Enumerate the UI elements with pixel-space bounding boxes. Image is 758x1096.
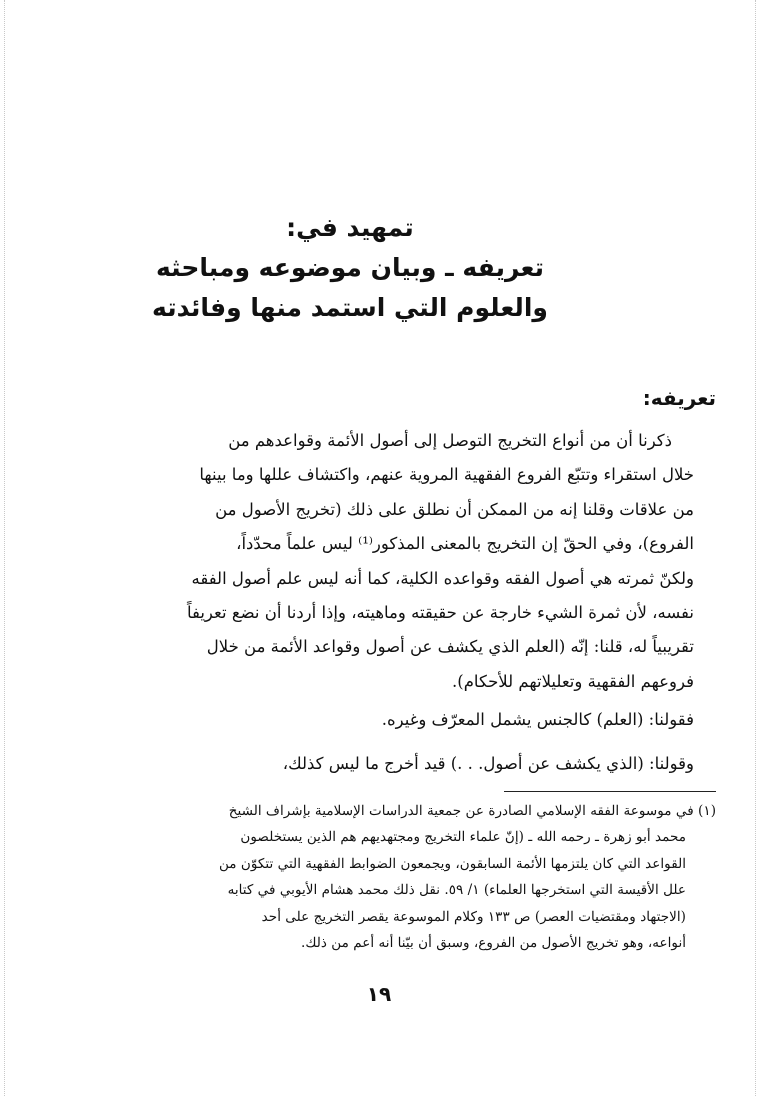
footnote [120,798,716,956]
body-line: نفسه، لأن ثمرة الشيء خارجة عن حقيقته وماهيته، وإذا أردنا أن نضع تعريفاً [186,603,694,623]
body-line: تقريبياً له، قلنا: إنّه (العلم الذي يكشف عن أصول وقواعد الأئمة من خلال [206,637,694,657]
body-paragraph [124,424,716,699]
body-line: من علاقات وقلنا إنه من الممكن أن نطلق على ذلك (تخريج الأصول من [215,499,694,519]
body-line: ولكنّ ثمرته هي أصول الفقه وقواعده الكلية، كما أنه ليس علم أصول الفقه [191,568,694,588]
footnote-line: القواعد التي كان يلتزمها الأئمة السابقون، ويجمعون الضوابط الفقهية التي تتكوّن من [218,855,686,872]
chapter-heading [140,208,560,328]
footnote-line: علل الأقيسة التي استخرجها العلماء) ١/ ٥٩. نقل ذلك محمد هشام الأيوبي في كتابه [227,882,686,899]
scan-edge-left [4,0,5,1096]
heading-line-3: والعلوم التي استمد منها وفائدته [152,293,548,322]
section-title: تعريفه: [642,386,716,410]
footnote-line: محمد أبو زهرة ـ رحمه الله ـ (إنّ علماء التخريج ومجتهديهم هم الذين يستخلصون [240,829,686,846]
footnote-line: أنواعه، وهو تخريج الأصول من الفروع، وسبق أن بيّنا أنه أعم من ذلك. [301,935,686,952]
body-line: الفروع)، وفي الحقّ إن التخريج بالمعنى المذكور⁽¹⁾ ليس علماً محدّداً، [236,534,694,554]
footnote-line: (١) في موسوعة الفقه الإسلامي الصادرة عن جمعية الدراسات الإسلامية بإشراف الشيخ [228,803,716,819]
page-number: ١٩ [366,982,392,1006]
body-line: ذكرنا أن من أنواع التخريج التوصل إلى أصول الأئمة وقواعدهم من [228,431,672,450]
heading-line-2: تعريفه ـ وبيان موضوعه ومباحثه [155,253,545,282]
heading-line-1: تمهيد في: [286,213,414,242]
body-line: خلال استقراء وتتبّع الفروع الفقهية المروية عنهم، واكتشاف عللها وما بينها [199,465,694,485]
scan-edge-right [755,0,756,1096]
footnote-line: (الاجتهاد ومقتضيات العصر) ص ١٣٣ وكلام الموسوعة يقصر التخريج على أحد [261,908,686,925]
paragraph-definition-genus: فقولنا: (العلم) كالجنس يشمل المعرّف وغيره. [381,710,694,729]
body-line: فروعهم الفقهية وتعليلاتهم للأحكام). [452,671,694,691]
paragraph-definition-restriction: وقولنا: (الذي يكشف عن أصول. . .) قيد أخرج ما ليس كذلك، [282,754,694,773]
footnote-divider [504,791,716,792]
